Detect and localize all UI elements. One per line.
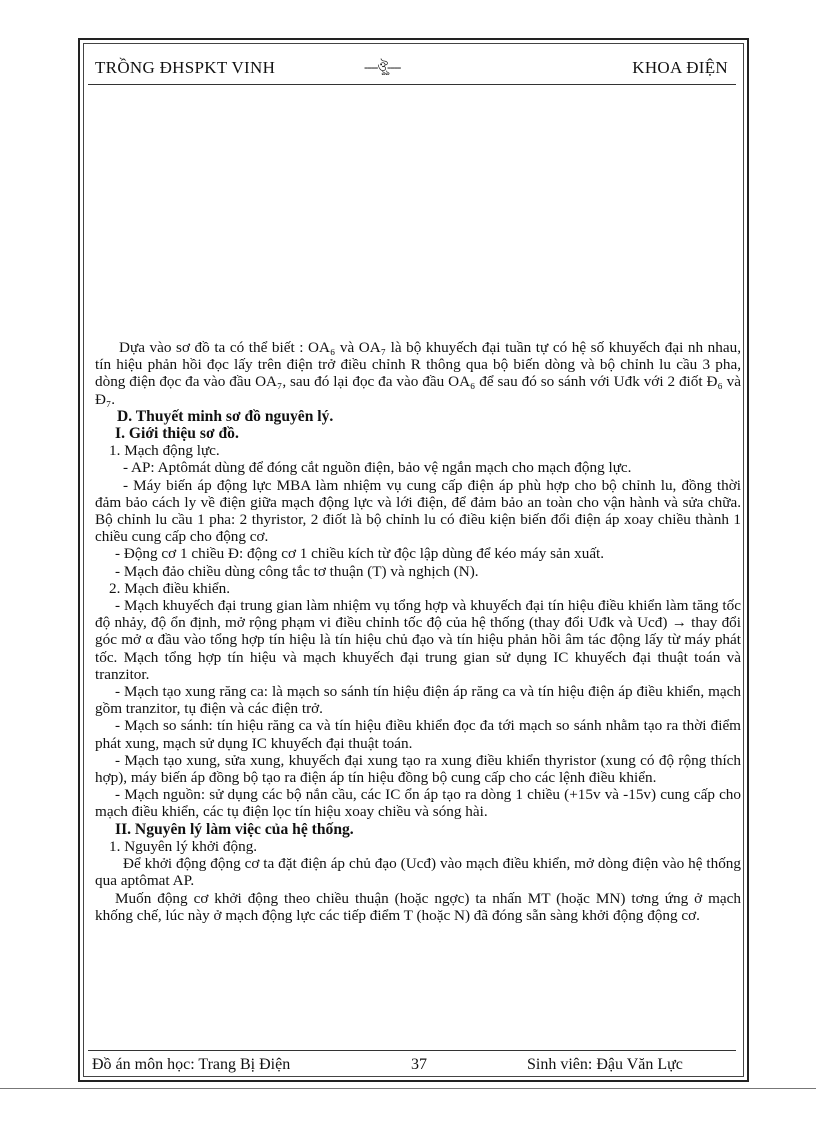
paragraph-comparator: - Mạch so sánh: tín hiệu răng ca và tín hiệu điều khiển đọc đa tới mạch so sánh nhằm tạo ra thời điểm phát xung, mạch sử dụng IC khuyếch đại thuật toán. [95,717,741,752]
paragraph-startup-2: Muốn động cơ khởi động theo chiều thuận (hoặc ngợc) ta nhấn MT (hoặc MN) tơng ứng ở mạch khống chế, lúc này ở mạch động lực các tiếp điểm T (hoặc N) đã đóng sẵn sàng khởi động động cơ. [95,889,741,924]
paragraph-aptomat: - AP: Aptômát dùng để đóng cắt nguồn điện, bảo vệ ngắn mạch cho mạch động lực. [123,459,632,477]
paragraph-intro: Dựa vào sơ đồ ta có thể biết : OA₆ và OA₇ là bộ khuyếch đại tuần tự có hệ số khuyếch đại nh nhau, tín hiệu phản hồi đọc lấy trên điện trở điều chỉnh R thông qua bộ biến dòng và bộ chỉnh lu cầu 3 pha, dòng điện đọc đa vào đầu OA₇, sau đó lại đọc đa vào đầu OA₆ để sau đó so sánh với Uđk với 2 điốt Đ₆ và Đ₇. [95,339,741,408]
paragraph-power-supply: - Mạch nguồn: sử dụng các bộ nắn cầu, các IC ổn áp tạo ra dòng 1 chiều (+15v và -15v) cung cấp cho mạch điều khiển, các tụ điện lọc tín hiệu xoay chiều và sóng hài. [95,786,741,821]
heading-d: D. Thuyết minh sơ đồ nguyên lý. [117,407,334,425]
paragraph-pulse: - Mạch tạo xung, sửa xung, khuyếch đại xung tạo ra xung điều khiển thyristor (xung có độ rộng thích hợp), máy biến áp đồng bộ tạo ra điện áp tín hiệu đồng bộ cung cấp cho các lệnh điều khiển. [95,751,741,787]
subheading-control-circuit: 2. Mạch điều khiển. [109,579,231,597]
header-school: TRỒNG ĐHSPKT VINH [95,58,276,77]
heading-i: I. Giới thiệu sơ đồ. [115,425,239,443]
footer-page-number: 37 [411,1056,427,1073]
page-bottom-rule [0,1088,816,1089]
subheading-startup: 1. Nguyên lý khởi động. [109,837,258,855]
footer-course: Đồ án môn học: Trang Bị Điện [92,1056,291,1073]
document-body [95,339,741,924]
header-department: KHOA ĐIỆN [632,58,728,77]
paragraph-reversing: - Mạch đảo chiều dùng công tắc tơ thuận (T) và nghịch (N). [115,562,479,580]
paragraph-dc-motor: - Động cơ 1 chiều Đ: động cơ 1 chiều kích từ độc lập dùng để kéo máy sản xuất. [115,545,605,563]
paragraph-transformer: - Máy biến áp động lực MBA làm nhiệm vụ cung cấp điện áp phù hợp cho bộ chỉnh lu, đồng thời đảm bảo cách ly về điện giữa mạch động lực và lới điện, để đảm bảo an toàn cho vận hành và sửa chữa. Bộ chỉnh lu cầu 1 pha: 2 thyristor, 2 điốt là bộ chỉnh lu có điều kiện biến đổi điện áp xoay chiều thành 1 chiều cung cấp cho động cơ. [95,476,741,546]
footer-rule [88,1050,736,1051]
subheading-power-circuit: 1. Mạch động lực. [109,442,220,460]
header-rule [88,84,736,85]
header-ornament: ----ঔৣ---- [364,59,401,74]
paragraph-sawtooth: - Mạch tạo xung răng ca: là mạch so sánh tín hiệu điện áp răng ca và tín hiệu điện áp điều khiển, mạch gồm tranzitor, tụ điện và các điện trở. [95,683,741,718]
paragraph-amplifier: - Mạch khuyếch đại trung gian làm nhiệm vụ tổng hợp và khuyếch đại tín hiệu điều khiển làm tăng tốc độ nhảy, độ ổn định, mở rộng phạm vi điều chỉnh tốc độ của hệ thống (thay đổi Uđk và Ucđ) → thay đổi góc mở α đầu vào tổng hợp tín hiệu là tín hiệu chủ đạo và tín hiệu phản hồi âm tác động lấy từ máy phát tốc. Mạch tổng hợp tín hiệu và mạch khuyếch đại trung gian sử dụng IC khuyếch đại thuật toán và tranzitor. [95,597,741,683]
heading-ii: II. Nguyên lý làm việc của hệ thống. [115,820,354,838]
paragraph-startup-1: Để khởi động động cơ ta đặt điện áp chủ đạo (Ucđ) vào mạch điều khiển, mở dòng điện vào hệ thống qua aptômat AP. [95,855,741,890]
footer-student: Sinh viên: Đậu Văn Lực [527,1056,683,1073]
